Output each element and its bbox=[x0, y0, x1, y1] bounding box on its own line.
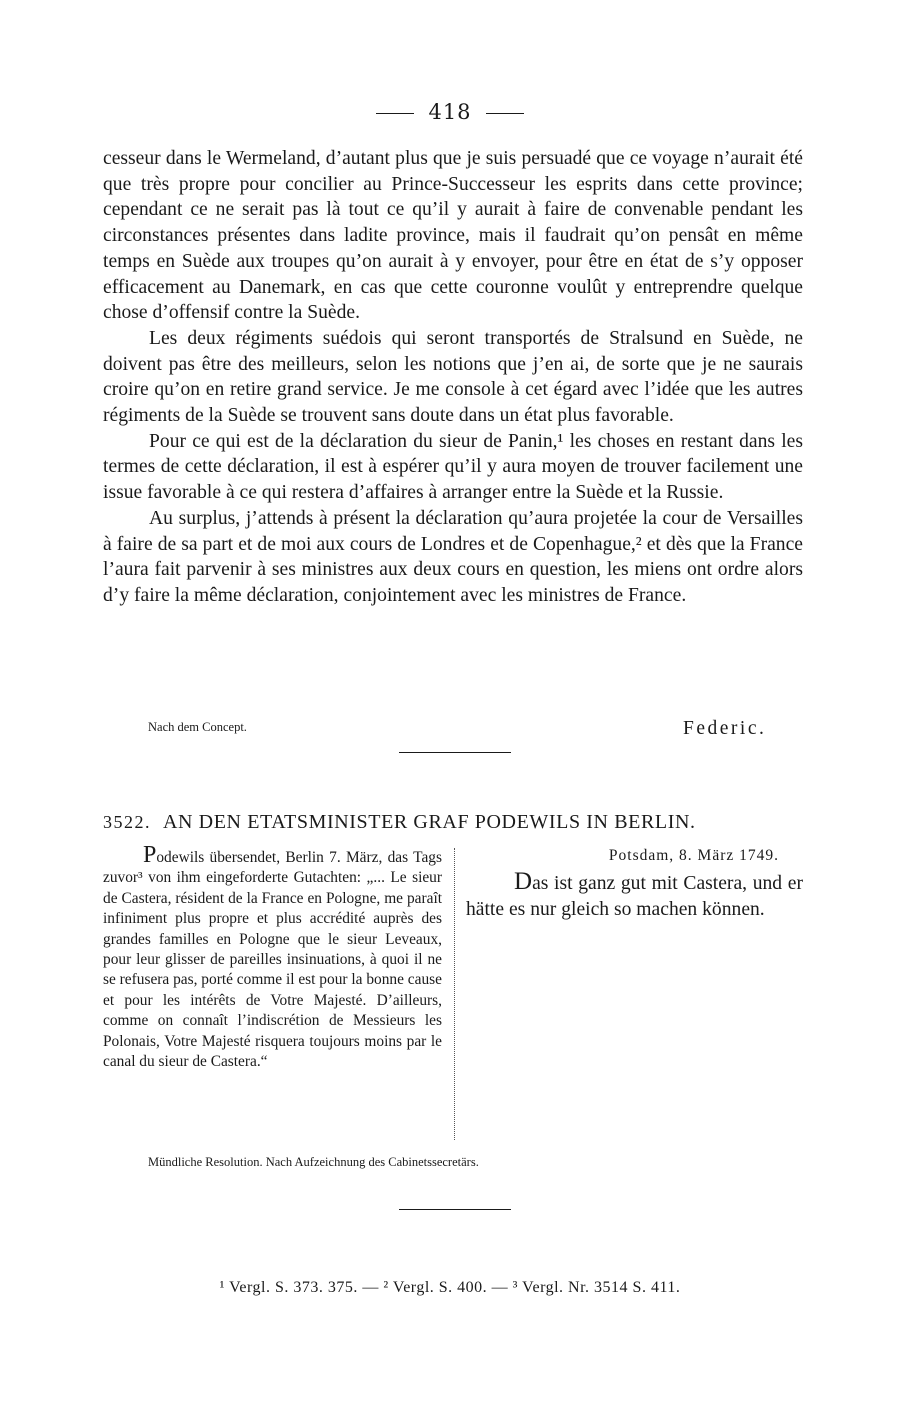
letter-paragraph-4: Au surplus, j’attends à présent la déclaration qu’aura projetée la cour de Versailles à faire de sa part et de moi aux cours de Londres et de Copenhague,² et dès que la France l’aura fait parvenir à ses ministres aux deux cours en question, les miens ont ordre alors d’y faire la même déclaration, conjointement avec les ministres de France. bbox=[103, 507, 803, 606]
page-number-dash-left bbox=[376, 113, 414, 114]
letter-paragraph-2: Les deux régiments suédois qui seront transportés de Stralsund en Suède, ne doivent pas être des meilleurs, selon les notions que j’en ai, de sorte que je ne saurais croire qu’on en retire grand service. Je me console à cet égard avec l’idée que les autres régiments de la Suède se trouvent sans doute dans un état plus favorable. bbox=[103, 327, 803, 427]
source-note: Nach dem Concept. bbox=[148, 720, 247, 734]
document-heading bbox=[103, 811, 803, 834]
letter-paragraph-1: cesseur dans le Wermeland, d’autant plus que je suis persuadé que ce voyage n’aurait été que très propre pour concilier au Prince-Successeur les esprits dans cette province; cependant ce ne serait pas là tout ce qu’il y aurait à faire de convenable pendant les circonstances présentes dans ladite province, mais il faudrait qu’on pensât en même temps en Suède aux troupes qu’on aurait à y envoyer, pour être en état de s’y opposer efficacement au Danemark, en cas que cette couronne voulût y entreprendre quelque chose d’offensif contre la Suède. bbox=[103, 148, 803, 324]
page-number bbox=[0, 100, 900, 124]
resolution-text: Das ist ganz gut mit Castera, und er hätte es nur gleich so machen können. bbox=[466, 868, 803, 920]
letter-body bbox=[103, 146, 803, 609]
page-number-dash-right bbox=[486, 113, 524, 114]
document-number: 3522. bbox=[103, 812, 151, 832]
footnotes: ¹ Vergl. S. 373. 375. — ² Vergl. S. 400. — ³ Vergl. Nr. 3514 S. 411. bbox=[219, 1279, 681, 1296]
summary-initial: P bbox=[143, 842, 157, 868]
letter-paragraph-3: Pour ce qui est de la déclaration du sieur de Panin,¹ les choses en restant dans les termes de cette déclaration, il est à espérer qu’il y aura moyen de trouver facilement une issue favorable à ce qui restera d’affaires à arranger entre la Suède et la Russie. bbox=[103, 430, 803, 504]
summary-text: odewils übersendet, Berlin 7. März, das Tags zuvor³ von ihm eingeforderte Gutachten: „... Le sieur de Castera, résident de la France en Pologne, me paraît infiniment plus propre et plus accrédité auprès des grandes familles en Pologne que le sieur Leveaux, pour leur glisser de pareilles insinuations, à quoi il ne se refusera pas, porté comme il est pour la bonne cause et pour les intérêts de Votre Majesté. D’ailleurs, comme on connaît l’indiscrétion de Messieurs les Polonais, Votre Majesté risquera toujours moins par le canal du sieur de Castera.“ bbox=[103, 849, 442, 1071]
page-number-text: 418 bbox=[428, 100, 472, 124]
section-divider-bottom bbox=[399, 1209, 511, 1210]
date-line: Potsdam, 8. März 1749. bbox=[608, 847, 779, 864]
signature: Federic. bbox=[683, 718, 767, 739]
summary-column bbox=[103, 842, 442, 1072]
summary-paragraph bbox=[103, 842, 442, 1072]
document-title: AN DEN ETATSMINISTER GRAF PODEWILS IN BERLIN. bbox=[163, 811, 696, 833]
resolution-note: Mündliche Resolution. Nach Aufzeichnung des Cabinetssecretärs. bbox=[148, 1155, 479, 1169]
section-divider-top bbox=[399, 752, 511, 753]
resolution-column bbox=[466, 846, 803, 922]
column-divider bbox=[454, 848, 455, 1140]
